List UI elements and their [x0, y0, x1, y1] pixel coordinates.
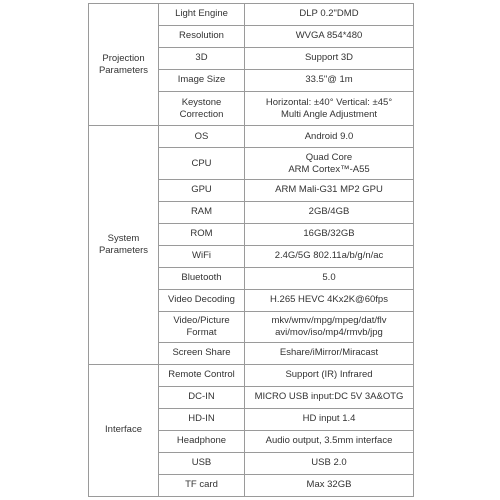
cell-line: WiFi: [192, 250, 211, 262]
param-value: [245, 430, 414, 452]
param-label: [159, 91, 245, 126]
cell-line: ROM: [190, 228, 213, 240]
cell-line: Quad Core: [305, 151, 353, 163]
cell-line: Parameters: [98, 245, 149, 257]
section-title-interface: [89, 364, 159, 496]
cell-line: USB: [191, 457, 212, 469]
param-label: [159, 452, 245, 474]
cell-line: System: [107, 233, 140, 245]
spec-row-os: [89, 126, 414, 148]
param-label: [159, 47, 245, 69]
cell-line: 3D: [195, 52, 208, 64]
cell-line: Resolution: [179, 30, 224, 42]
cell-line: Screen Share: [172, 347, 231, 359]
cell-line: ARM Mali-G31 MP2 GPU: [275, 184, 383, 196]
param-label: [159, 201, 245, 223]
cell-line: Max 32GB: [306, 479, 352, 491]
cell-line: HD input 1.4: [302, 413, 356, 425]
cell-line: USB 2.0: [311, 457, 347, 469]
cell-line: HD-IN: [188, 413, 215, 425]
cell-line: Multi Angle Adjustment: [280, 108, 378, 120]
cell-line: 16GB/32GB: [303, 228, 355, 240]
cell-line: Support 3D: [304, 52, 354, 64]
spec-row-remote-control: [89, 364, 414, 386]
param-value: [245, 4, 414, 26]
param-label: [159, 179, 245, 201]
param-label: [159, 364, 245, 386]
param-value: [245, 311, 414, 342]
param-value: [245, 91, 414, 126]
param-value: [245, 47, 414, 69]
param-value: [245, 201, 414, 223]
cell-line: Parameters: [98, 64, 149, 76]
param-value: [245, 179, 414, 201]
param-label: [159, 4, 245, 26]
cell-line: Correction: [179, 108, 224, 120]
param-value: [245, 126, 414, 148]
param-label: [159, 126, 245, 148]
param-label: [159, 69, 245, 91]
cell-line: 33.5"@ 1m: [305, 74, 353, 86]
param-label: [159, 289, 245, 311]
cell-line: Interface: [105, 424, 142, 436]
cell-line: Video/Picture: [173, 314, 230, 326]
param-label: [159, 408, 245, 430]
cell-line: Remote Control: [168, 369, 235, 381]
param-value: [245, 25, 414, 47]
cell-line: Eshare/iMirror/Miracast: [279, 347, 379, 359]
cell-line: Light Engine: [175, 8, 228, 20]
cell-line: Support (IR) Infrared: [285, 369, 373, 381]
cell-line: Projection: [102, 52, 145, 64]
cell-line: ARM Cortex™-A55: [288, 163, 370, 175]
param-value: [245, 148, 414, 179]
cell-line: DC-IN: [188, 391, 215, 403]
cell-line: DLP 0.2"DMD: [299, 8, 359, 20]
cell-line: 5.0: [322, 272, 336, 284]
param-value: [245, 342, 414, 364]
section-title-projection-parameters: [89, 4, 159, 126]
param-label: [159, 25, 245, 47]
param-value: [245, 69, 414, 91]
cell-line: TF card: [185, 479, 218, 491]
cell-line: Keystone: [181, 96, 222, 108]
cell-line: H.265 HEVC 4Kx2K@60fps: [270, 294, 388, 306]
param-value: [245, 452, 414, 474]
cell-line: mkv/wmv/mpg/mpeg/dat/flv: [271, 314, 387, 326]
cell-line: Image Size: [177, 74, 226, 86]
cell-line: GPU: [191, 184, 212, 196]
param-value: [245, 408, 414, 430]
cell-line: WVGA 854*480: [295, 30, 363, 42]
param-label: [159, 148, 245, 179]
cell-line: Format: [186, 326, 217, 338]
section-title-system-parameters: [89, 126, 159, 365]
cell-line: Bluetooth: [181, 272, 222, 284]
spec-table-body: [89, 4, 414, 497]
param-label: [159, 386, 245, 408]
spec-table: [88, 3, 414, 497]
cell-line: Video Decoding: [168, 294, 235, 306]
param-label: [159, 267, 245, 289]
cell-line: RAM: [190, 206, 213, 218]
spec-row-light-engine: [89, 4, 414, 26]
cell-line: 2.4G/5G 802.11a/b/g/n/ac: [274, 250, 384, 262]
cell-line: Android 9.0: [304, 130, 354, 142]
param-value: [245, 267, 414, 289]
cell-line: MICRO USB input:DC 5V 3A&OTG: [254, 391, 404, 403]
cell-line: OS: [194, 130, 209, 142]
cell-line: Headphone: [176, 435, 227, 447]
param-value: [245, 245, 414, 267]
param-value: [245, 289, 414, 311]
cell-line: 2GB/4GB: [308, 206, 350, 218]
param-value: [245, 474, 414, 496]
param-value: [245, 364, 414, 386]
param-value: [245, 223, 414, 245]
cell-line: Horizontal: ±40° Vertical: ±45°: [265, 96, 393, 108]
param-label: [159, 474, 245, 496]
cell-line: Audio output, 3.5mm interface: [265, 435, 393, 447]
param-label: [159, 223, 245, 245]
param-label: [159, 311, 245, 342]
param-label: [159, 245, 245, 267]
param-label: [159, 342, 245, 364]
cell-line: avi/mov/iso/mp4/rmvb/jpg: [275, 326, 383, 338]
param-label: [159, 430, 245, 452]
param-value: [245, 386, 414, 408]
cell-line: CPU: [191, 157, 212, 169]
